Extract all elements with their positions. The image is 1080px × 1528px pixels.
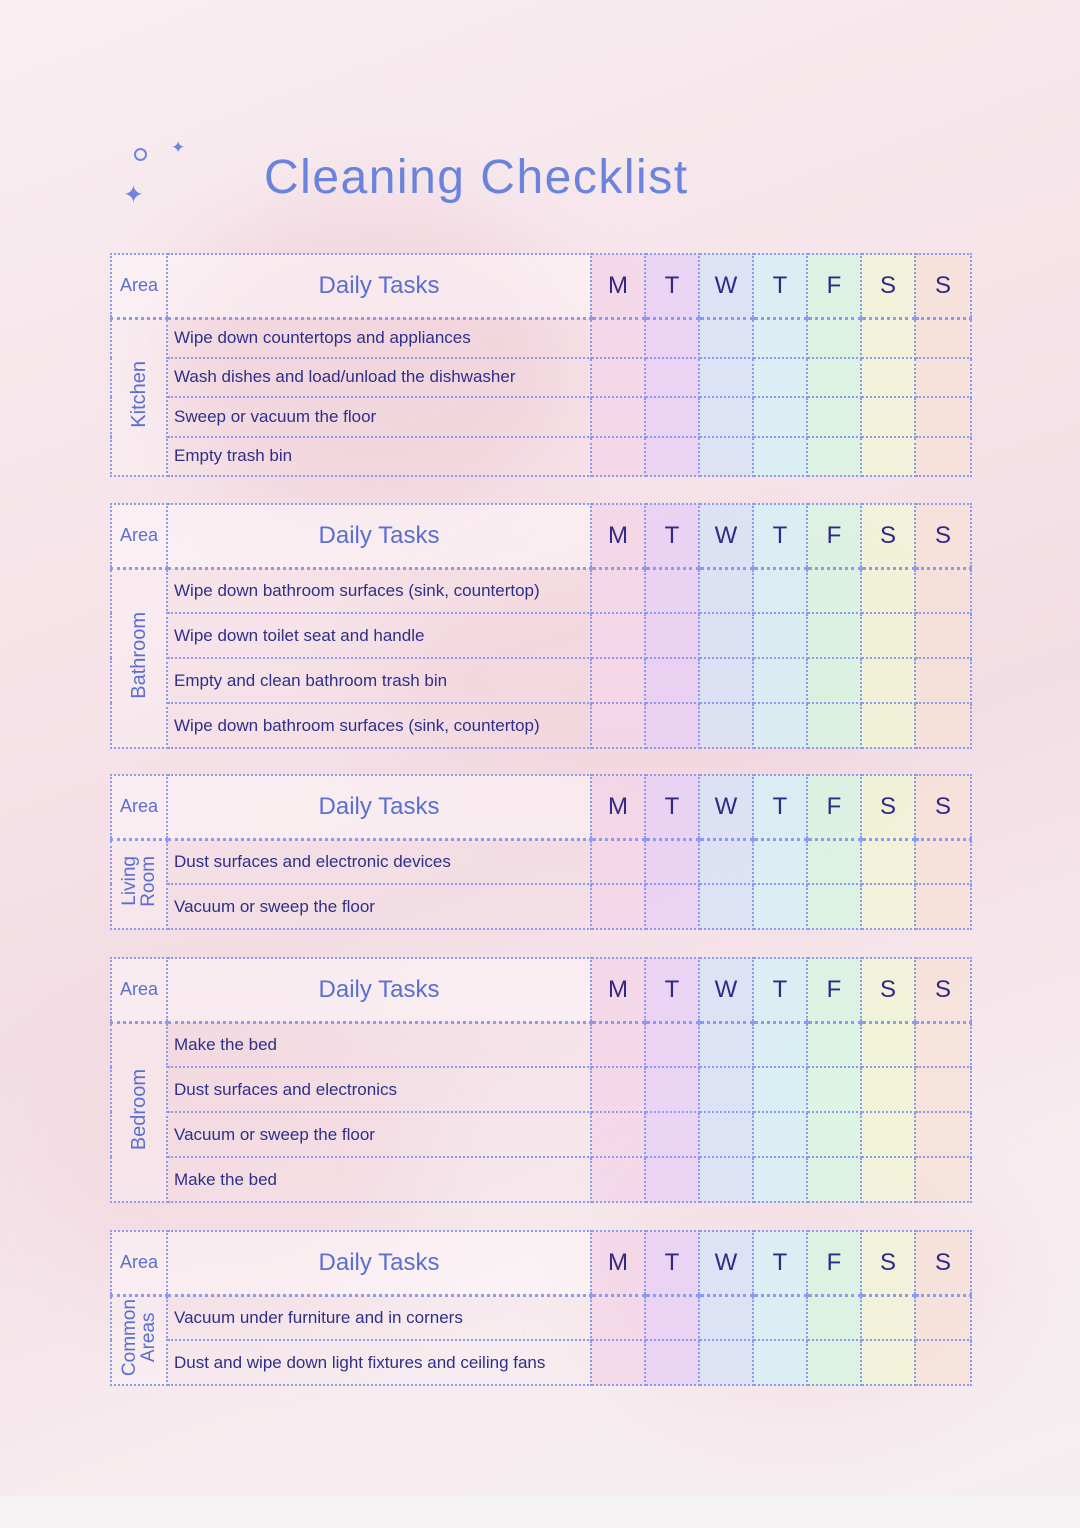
task-label: Dust and wipe down light fixtures and ceiling fans xyxy=(167,1340,591,1385)
check-cell-friday[interactable] xyxy=(807,437,861,477)
day-header-tuesday: T xyxy=(645,958,699,1022)
check-cell-thursday[interactable] xyxy=(753,1157,807,1202)
check-cell-thursday[interactable] xyxy=(753,318,807,358)
check-cell-wednesday[interactable] xyxy=(699,703,753,748)
check-cell-wednesday[interactable] xyxy=(699,1340,753,1385)
check-cell-saturday[interactable] xyxy=(861,1157,915,1202)
day-header-monday: M xyxy=(591,775,645,839)
circle-icon xyxy=(134,148,147,161)
check-cell-monday[interactable] xyxy=(591,884,645,929)
check-cell-thursday[interactable] xyxy=(753,613,807,658)
check-cell-friday[interactable] xyxy=(807,318,861,358)
day-header-wednesday: W xyxy=(699,1231,753,1295)
task-row xyxy=(111,1022,971,1067)
check-cell-sunday[interactable] xyxy=(915,1157,971,1202)
check-cell-sunday[interactable] xyxy=(915,839,971,884)
task-row xyxy=(111,1112,971,1157)
check-cell-wednesday[interactable] xyxy=(699,884,753,929)
check-cell-friday[interactable] xyxy=(807,1157,861,1202)
area-header: Area xyxy=(111,504,167,568)
check-cell-thursday[interactable] xyxy=(753,884,807,929)
area-label: Bedroom xyxy=(128,1069,150,1151)
task-row xyxy=(111,1295,971,1340)
check-cell-monday[interactable] xyxy=(591,839,645,884)
check-cell-friday[interactable] xyxy=(807,1295,861,1340)
task-label: Wipe down bathroom surfaces (sink, countertop) xyxy=(167,703,591,748)
check-cell-friday[interactable] xyxy=(807,1022,861,1067)
day-header-monday: M xyxy=(591,504,645,568)
day-header-sunday: S xyxy=(915,775,971,839)
check-cell-thursday[interactable] xyxy=(753,568,807,613)
check-cell-wednesday[interactable] xyxy=(699,568,753,613)
task-row xyxy=(111,839,971,884)
check-cell-tuesday[interactable] xyxy=(645,1157,699,1202)
check-cell-monday[interactable] xyxy=(591,1112,645,1157)
day-header-sunday: S xyxy=(915,504,971,568)
check-cell-saturday[interactable] xyxy=(861,437,915,477)
check-cell-tuesday[interactable] xyxy=(645,658,699,703)
day-header-saturday: S xyxy=(861,504,915,568)
day-header-tuesday: T xyxy=(645,775,699,839)
check-cell-wednesday[interactable] xyxy=(699,1157,753,1202)
check-cell-thursday[interactable] xyxy=(753,658,807,703)
day-header-monday: M xyxy=(591,958,645,1022)
check-cell-tuesday[interactable] xyxy=(645,318,699,358)
day-header-friday: F xyxy=(807,958,861,1022)
check-cell-sunday[interactable] xyxy=(915,613,971,658)
day-header-thursday: T xyxy=(753,958,807,1022)
check-cell-sunday[interactable] xyxy=(915,1112,971,1157)
check-cell-friday[interactable] xyxy=(807,397,861,437)
day-header-saturday: S xyxy=(861,1231,915,1295)
header-row xyxy=(111,1231,971,1295)
day-header-saturday: S xyxy=(861,958,915,1022)
section-bathroom xyxy=(110,503,972,749)
check-cell-saturday[interactable] xyxy=(861,568,915,613)
check-cell-tuesday[interactable] xyxy=(645,437,699,477)
day-header-friday: F xyxy=(807,254,861,318)
area-cell xyxy=(111,318,167,476)
check-cell-friday[interactable] xyxy=(807,568,861,613)
check-cell-thursday[interactable] xyxy=(753,1340,807,1385)
check-cell-sunday[interactable] xyxy=(915,1295,971,1340)
check-cell-wednesday[interactable] xyxy=(699,1067,753,1112)
check-cell-monday[interactable] xyxy=(591,1022,645,1067)
check-cell-thursday[interactable] xyxy=(753,397,807,437)
area-label-line: Room xyxy=(138,856,159,908)
check-cell-sunday[interactable] xyxy=(915,358,971,398)
check-cell-friday[interactable] xyxy=(807,658,861,703)
area-label-line: Living xyxy=(119,856,140,907)
day-header-thursday: T xyxy=(753,775,807,839)
area-header: Area xyxy=(111,775,167,839)
check-cell-sunday[interactable] xyxy=(915,703,971,748)
check-cell-monday[interactable] xyxy=(591,358,645,398)
check-cell-sunday[interactable] xyxy=(915,437,971,477)
check-cell-friday[interactable] xyxy=(807,1067,861,1112)
check-cell-wednesday[interactable] xyxy=(699,1295,753,1340)
day-header-sunday: S xyxy=(915,254,971,318)
check-cell-saturday[interactable] xyxy=(861,318,915,358)
task-row xyxy=(111,358,971,398)
day-header-thursday: T xyxy=(753,1231,807,1295)
check-cell-monday[interactable] xyxy=(591,568,645,613)
check-cell-friday[interactable] xyxy=(807,1112,861,1157)
check-cell-monday[interactable] xyxy=(591,397,645,437)
check-cell-monday[interactable] xyxy=(591,1340,645,1385)
check-cell-thursday[interactable] xyxy=(753,437,807,477)
check-cell-friday[interactable] xyxy=(807,613,861,658)
day-header-saturday: S xyxy=(861,775,915,839)
area-cell xyxy=(111,1022,167,1202)
check-cell-sunday[interactable] xyxy=(915,318,971,358)
daily-tasks-header: Daily Tasks xyxy=(167,958,591,1022)
check-cell-thursday[interactable] xyxy=(753,703,807,748)
task-row xyxy=(111,1340,971,1385)
check-cell-wednesday[interactable] xyxy=(699,397,753,437)
day-header-wednesday: W xyxy=(699,775,753,839)
day-header-friday: F xyxy=(807,1231,861,1295)
page-title: Cleaning Checklist xyxy=(264,151,689,204)
check-cell-monday[interactable] xyxy=(591,703,645,748)
daily-tasks-header: Daily Tasks xyxy=(167,504,591,568)
day-header-sunday: S xyxy=(915,1231,971,1295)
check-cell-saturday[interactable] xyxy=(861,1022,915,1067)
sparkle-star-icon: ✦ xyxy=(171,138,186,157)
check-cell-tuesday[interactable] xyxy=(645,1340,699,1385)
day-header-friday: F xyxy=(807,504,861,568)
check-cell-wednesday[interactable] xyxy=(699,613,753,658)
day-header-wednesday: W xyxy=(699,958,753,1022)
check-cell-sunday[interactable] xyxy=(915,1067,971,1112)
task-row xyxy=(111,397,971,437)
day-header-tuesday: T xyxy=(645,504,699,568)
check-cell-tuesday[interactable] xyxy=(645,884,699,929)
task-label: Wipe down countertops and appliances xyxy=(167,318,591,358)
check-cell-saturday[interactable] xyxy=(861,1340,915,1385)
day-header-thursday: T xyxy=(753,254,807,318)
check-cell-tuesday[interactable] xyxy=(645,703,699,748)
area-label: Bathroom xyxy=(128,612,150,700)
task-label: Wipe down toilet seat and handle xyxy=(167,613,591,658)
task-row xyxy=(111,1157,971,1202)
check-cell-saturday[interactable] xyxy=(861,658,915,703)
task-label: Empty and clean bathroom trash bin xyxy=(167,658,591,703)
task-label: Vacuum under furniture and in corners xyxy=(167,1295,591,1340)
header-row xyxy=(111,958,971,1022)
check-cell-saturday[interactable] xyxy=(861,1067,915,1112)
check-cell-saturday[interactable] xyxy=(861,839,915,884)
task-row xyxy=(111,703,971,748)
check-cell-friday[interactable] xyxy=(807,884,861,929)
bottom-band xyxy=(0,1496,1080,1528)
check-cell-tuesday[interactable] xyxy=(645,568,699,613)
task-label: Vacuum or sweep the floor xyxy=(167,884,591,929)
check-cell-saturday[interactable] xyxy=(861,1295,915,1340)
check-cell-sunday[interactable] xyxy=(915,658,971,703)
task-row xyxy=(111,884,971,929)
check-cell-tuesday[interactable] xyxy=(645,397,699,437)
check-cell-thursday[interactable] xyxy=(753,839,807,884)
area-cell xyxy=(111,839,167,929)
task-row xyxy=(111,658,971,703)
check-cell-saturday[interactable] xyxy=(861,613,915,658)
check-cell-tuesday[interactable] xyxy=(645,1067,699,1112)
check-cell-tuesday[interactable] xyxy=(645,839,699,884)
check-cell-monday[interactable] xyxy=(591,1295,645,1340)
check-cell-sunday[interactable] xyxy=(915,397,971,437)
check-cell-wednesday[interactable] xyxy=(699,358,753,398)
day-header-friday: F xyxy=(807,775,861,839)
day-header-thursday: T xyxy=(753,504,807,568)
check-cell-wednesday[interactable] xyxy=(699,318,753,358)
check-cell-wednesday[interactable] xyxy=(699,437,753,477)
check-cell-sunday[interactable] xyxy=(915,884,971,929)
task-label: Wash dishes and load/unload the dishwasher xyxy=(167,358,591,398)
check-cell-thursday[interactable] xyxy=(753,1295,807,1340)
check-cell-saturday[interactable] xyxy=(861,884,915,929)
check-cell-saturday[interactable] xyxy=(861,358,915,398)
check-cell-friday[interactable] xyxy=(807,1340,861,1385)
task-row xyxy=(111,437,971,477)
check-cell-tuesday[interactable] xyxy=(645,1112,699,1157)
check-cell-monday[interactable] xyxy=(591,658,645,703)
daily-tasks-header: Daily Tasks xyxy=(167,1231,591,1295)
section-bedroom xyxy=(110,957,972,1203)
area-header: Area xyxy=(111,958,167,1022)
check-cell-friday[interactable] xyxy=(807,839,861,884)
check-cell-monday[interactable] xyxy=(591,613,645,658)
check-cell-tuesday[interactable] xyxy=(645,358,699,398)
check-cell-thursday[interactable] xyxy=(753,358,807,398)
day-header-monday: M xyxy=(591,254,645,318)
check-cell-monday[interactable] xyxy=(591,437,645,477)
check-cell-sunday[interactable] xyxy=(915,1022,971,1067)
task-label: Dust surfaces and electronics xyxy=(167,1067,591,1112)
task-label: Dust surfaces and electronic devices xyxy=(167,839,591,884)
task-label: Sweep or vacuum the floor xyxy=(167,397,591,437)
area-header: Area xyxy=(111,1231,167,1295)
check-cell-sunday[interactable] xyxy=(915,1340,971,1385)
check-cell-tuesday[interactable] xyxy=(645,1295,699,1340)
area-label xyxy=(120,1299,158,1376)
area-header: Area xyxy=(111,254,167,318)
day-header-monday: M xyxy=(591,1231,645,1295)
day-header-wednesday: W xyxy=(699,254,753,318)
task-label: Empty trash bin xyxy=(167,437,591,477)
check-cell-wednesday[interactable] xyxy=(699,1022,753,1067)
sparkle-star-icon: ✦ xyxy=(123,181,144,209)
task-row xyxy=(111,613,971,658)
day-header-wednesday: W xyxy=(699,504,753,568)
task-label: Make the bed xyxy=(167,1022,591,1067)
check-cell-sunday[interactable] xyxy=(915,568,971,613)
check-cell-monday[interactable] xyxy=(591,1157,645,1202)
check-cell-wednesday[interactable] xyxy=(699,839,753,884)
task-label: Make the bed xyxy=(167,1157,591,1202)
check-cell-thursday[interactable] xyxy=(753,1067,807,1112)
check-cell-monday[interactable] xyxy=(591,318,645,358)
header-row xyxy=(111,254,971,318)
check-cell-friday[interactable] xyxy=(807,703,861,748)
header-row xyxy=(111,775,971,839)
check-cell-friday[interactable] xyxy=(807,358,861,398)
task-label: Vacuum or sweep the floor xyxy=(167,1112,591,1157)
area-label-line: Common xyxy=(119,1299,140,1377)
header-row xyxy=(111,504,971,568)
task-row xyxy=(111,318,971,358)
task-label: Wipe down bathroom surfaces (sink, countertop) xyxy=(167,568,591,613)
check-cell-thursday[interactable] xyxy=(753,1112,807,1157)
day-header-sunday: S xyxy=(915,958,971,1022)
day-header-saturday: S xyxy=(861,254,915,318)
check-cell-wednesday[interactable] xyxy=(699,658,753,703)
check-cell-saturday[interactable] xyxy=(861,397,915,437)
area-label-line: Areas xyxy=(138,1312,159,1363)
check-cell-saturday[interactable] xyxy=(861,703,915,748)
day-header-tuesday: T xyxy=(645,1231,699,1295)
section-living-room xyxy=(110,774,972,930)
area-label xyxy=(120,856,158,907)
check-cell-tuesday[interactable] xyxy=(645,613,699,658)
check-cell-monday[interactable] xyxy=(591,1067,645,1112)
day-header-tuesday: T xyxy=(645,254,699,318)
section-common-areas xyxy=(110,1230,972,1386)
section-kitchen xyxy=(110,253,972,477)
task-row xyxy=(111,568,971,613)
check-cell-saturday[interactable] xyxy=(861,1112,915,1157)
daily-tasks-header: Daily Tasks xyxy=(167,254,591,318)
check-cell-wednesday[interactable] xyxy=(699,1112,753,1157)
daily-tasks-header: Daily Tasks xyxy=(167,775,591,839)
area-cell xyxy=(111,1295,167,1385)
area-label: Kitchen xyxy=(128,361,150,429)
task-row xyxy=(111,1067,971,1112)
check-cell-tuesday[interactable] xyxy=(645,1022,699,1067)
area-cell xyxy=(111,568,167,748)
check-cell-thursday[interactable] xyxy=(753,1022,807,1067)
